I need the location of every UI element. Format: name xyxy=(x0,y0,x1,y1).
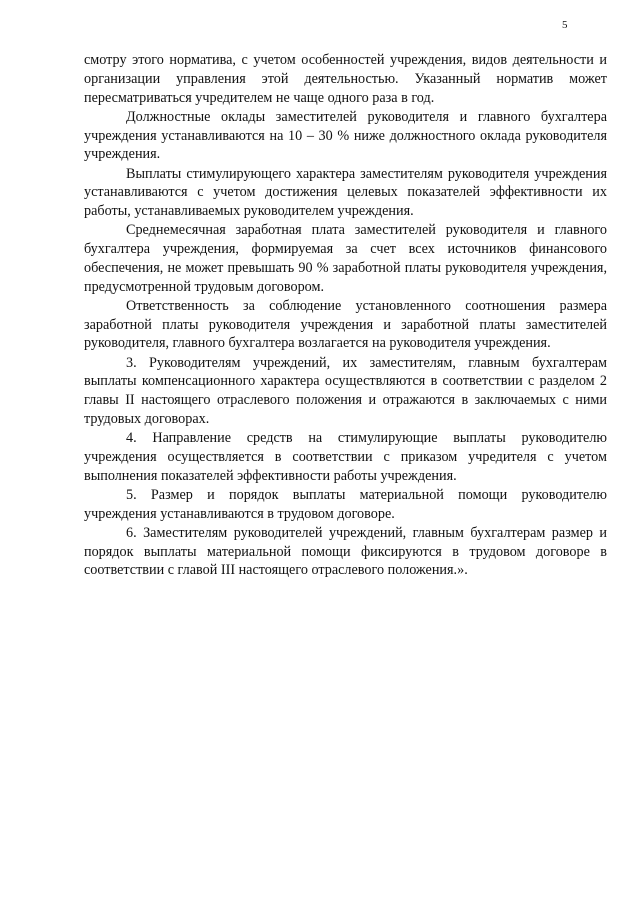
paragraph-deputy-salaries: Должностные оклады заместителей руководителя и главного бухгалтера учреждения устанавливаются на 10 – 30 % ниже должностного оклада руководителя учреждения. xyxy=(84,108,607,163)
paragraph-item-3: 3. Руководителям учреждений, их заместителям, главным бухгалтерам выплаты компенсационного характера осуществляются в соответствии с разделом 2 главы II настоящего отраслевого положения и отражаются в заключаемых с ними трудовых договорах. xyxy=(84,354,607,427)
paragraph-item-5: 5. Размер и порядок выплаты материальной помощи руководителю учреждения устанавливаются в трудовом договоре. xyxy=(84,486,607,522)
page-number: 5 xyxy=(562,19,568,31)
paragraph-responsibility: Ответственность за соблюдение установленного соотношения размера заработной платы руководителя учреждения и заработной платы заместителей руководителя, главного бухгалтера возлагается на руководителя учреждения. xyxy=(84,297,607,352)
document-body xyxy=(84,51,607,581)
paragraph-norm-review: смотру этого норматива, с учетом особенностей учреждения, видов деятельности и организации управления этой деятельностью. Указанный норматив может пересматриваться учредителем не чаще одного раза в год. xyxy=(84,52,607,106)
paragraph-average-wage: Среднемесячная заработная плата заместителей руководителя и главного бухгалтера учреждения, формируемая за счет всех источников финансового обеспечения, не может превышать 90 % заработной платы руководителя учреждения, предусмотренной трудовым договором. xyxy=(84,222,607,295)
paragraph-item-4: 4. Направление средств на стимулирующие выплаты руководителю учреждения осуществляется в соответствии с приказом учредителя с учетом выполнения показателей эффективности работы учреждения. xyxy=(84,430,607,484)
paragraph-item-6: 6. Заместителям руководителей учреждений, главным бухгалтерам размер и порядок выплаты материальной помощи фиксируются в трудовом договоре в соответствии с главой III настоящего отраслевого положения.». xyxy=(84,524,607,579)
paragraph-incentive-payments: Выплаты стимулирующего характера заместителям руководителя учреждения устанавливаются с учетом достижения целевых показателей эффективности их работы, устанавливаемых руководителем учреждения. xyxy=(84,165,607,219)
